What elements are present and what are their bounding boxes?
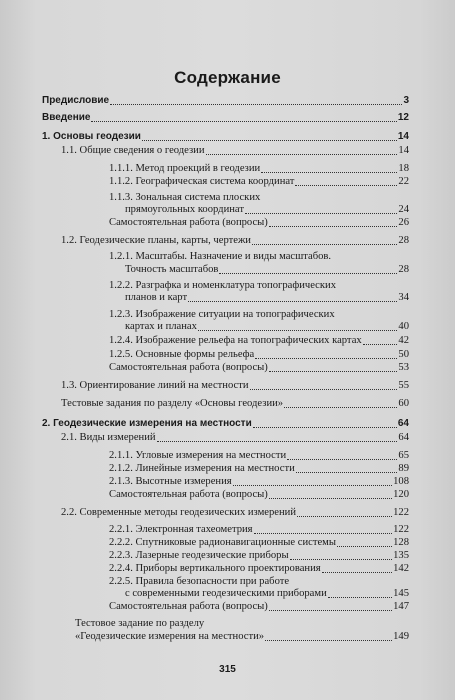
toc-entry-page: 120 [393,489,409,500]
toc-entry-page: 28 [398,264,409,275]
toc-entry [109,563,409,575]
toc-entry-text: 2.2.5. Правила безопасности при работе [109,576,290,587]
toc-entry [61,398,409,410]
toc-entry-text: Введение [42,112,91,123]
leader-dots [255,358,397,359]
toc-entry-page: 24 [398,204,409,215]
toc-entry-page: 12 [397,112,409,123]
toc-entry-text: 1. Основы геодезии [42,131,141,142]
toc-entry-page: 53 [398,362,409,373]
toc-entry-text: 2. Геодезические измерения на местности [42,418,252,429]
toc-entry [42,112,409,124]
toc-entry [109,476,409,488]
toc-entry [109,524,409,536]
page-number: 315 [219,664,236,675]
toc-entry [109,601,409,613]
toc-entry [109,362,409,374]
leader-dots [295,185,397,186]
toc-entry-text: 1.2.1. Масштабы. Назначение и виды масштабов. [109,251,332,262]
leader-dots [245,213,397,214]
leader-dots [261,172,397,173]
toc-entry [125,292,409,304]
leader-dots [284,407,397,408]
leader-dots [269,610,392,611]
toc-entry-text: с современными геодезическими приборами [125,588,327,599]
toc-entry-page: 128 [393,537,409,548]
toc-entry-text: планов и карт [125,292,188,303]
leader-dots [252,244,397,245]
leader-dots [269,498,392,499]
toc-entry-page: 122 [393,524,409,535]
toc-entry-page: 14 [398,145,409,156]
toc-entry-text: 1.2. Геодезические планы, карты, чертежи [61,235,251,246]
toc-entry-text: 2.1.3. Высотные измерения [109,476,232,487]
toc-entry-text: Самостоятельная работа (вопросы) [109,217,268,228]
leader-dots [297,516,392,517]
toc-entry [125,204,409,216]
toc-entry-text: Тестовые задания по разделу «Основы геодезии» [61,398,284,409]
toc-entry-page: 26 [398,217,409,228]
toc-entry [61,145,409,157]
toc-entry-page: 22 [398,176,409,187]
toc-entry [61,507,409,519]
toc-entry [109,217,409,229]
toc-entry-page: 50 [398,349,409,360]
toc-entry-text: 2.2.4. Приборы вертикального проектирования [109,563,321,574]
toc-entry-page: 135 [393,550,409,561]
toc-entry-page: 55 [398,380,409,391]
toc-entry-page: 147 [393,601,409,612]
toc-entry-text: 2.1.2. Линейные измерения на местности [109,463,295,474]
leader-dots [322,572,392,573]
toc-entry [42,95,409,107]
toc-entry [125,588,409,600]
toc-entry [109,463,409,475]
toc-entry [42,418,409,430]
toc-entry-text: 1.3. Ориентирование линий на местности [61,380,249,391]
toc-entry-text: 1.2.3. Изображение ситуации на топографических [109,309,335,320]
toc-entry-text: картах и планах [125,321,197,332]
leader-dots [287,459,397,460]
toc-entry-text: прямоугольных координат [125,204,244,215]
toc-entry-text: 2.2.2. Спутниковые радионавигационные системы [109,537,336,548]
leader-dots [290,559,393,560]
toc-entry-text: Самостоятельная работа (вопросы) [109,601,268,612]
toc-entry-text: 1.1. Общие сведения о геодезии [61,145,205,156]
leader-dots [253,427,397,428]
toc-entry-page: 42 [398,335,409,346]
toc-entry-page: 40 [398,321,409,332]
toc-entry-page: 34 [398,292,409,303]
toc-entry-text: 2.2.1. Электронная тахеометрия [109,524,253,535]
leader-dots [157,441,398,442]
toc-entry [61,380,409,392]
toc-entry [109,537,409,549]
toc-entry-text: Тестовое задание по разделу [75,618,205,629]
toc-entry-text: 1.2.5. Основные формы рельефа [109,349,255,360]
toc-entry-text: Самостоятельная работа (вопросы) [109,489,268,500]
leader-dots [233,485,392,486]
leader-dots [198,330,398,331]
leader-dots [142,140,397,141]
leader-dots [269,226,398,227]
toc-entry-page: 142 [393,563,409,574]
leader-dots [206,154,398,155]
page-title: Содержание [174,68,281,87]
toc-entry [109,349,409,361]
toc-entry-page: 149 [393,631,409,642]
leader-dots [254,533,393,534]
toc-entry [109,163,409,175]
toc-entry [61,432,409,444]
toc-entry [75,631,409,643]
toc-entry-text: Точность масштабов [125,264,219,275]
toc-entry-page: 18 [398,163,409,174]
toc-entry [109,489,409,501]
leader-dots [328,597,392,598]
toc-entry-text: 1.1.3. Зональная система плоских [109,192,261,203]
toc-entry-text: 2.1. Виды измерений [61,432,156,443]
toc-entry-text: «Геодезические измерения на местности» [75,631,265,642]
toc-entry-text: 1.2.4. Изображение рельефа на топографических картах [109,335,362,346]
toc-entry-page: 60 [398,398,409,409]
toc-entry-text: 1.1.2. Географическая система координат [109,176,295,187]
leader-dots [265,640,392,641]
leader-dots [363,344,398,345]
leader-dots [91,121,396,122]
toc-entry [125,321,409,333]
toc-entry-page: 89 [398,463,409,474]
toc-entry-text: Предисловие [42,95,110,106]
toc-entry-page: 122 [393,507,409,518]
toc-entry-page: 108 [393,476,409,487]
toc-entry [61,235,409,247]
toc-entry-text: 2.2.3. Лазерные геодезические приборы [109,550,289,561]
toc-entry-page: 28 [398,235,409,246]
toc-entry [109,450,409,462]
toc-entry-page: 145 [393,588,409,599]
toc-entry-text: 2.1.1. Угловые измерения на местности [109,450,287,461]
leader-dots [219,273,397,274]
toc-entry-page: 3 [403,95,409,106]
toc-entry [109,176,409,188]
toc-entry [42,131,409,143]
toc-entry-text: 1.1.1. Метод проекций в геодезии [109,163,261,174]
leader-dots [188,301,397,302]
toc-entry-page: 65 [398,450,409,461]
toc-entry-page: 14 [397,131,409,142]
toc-entry [109,550,409,562]
toc-entry-page: 64 [397,418,409,429]
leader-dots [250,389,398,390]
leader-dots [110,104,402,105]
leader-dots [337,546,392,547]
toc-entry-page: 64 [398,432,409,443]
toc-entry [125,264,409,276]
toc-entry-text: 1.2.2. Разграфка и номенклатура топографических [109,280,336,291]
toc-entry-text: 2.2. Современные методы геодезических измерений [61,507,297,518]
leader-dots [269,371,398,372]
toc-entry-text: Самостоятельная работа (вопросы) [109,362,268,373]
leader-dots [296,472,398,473]
toc-entry [109,335,409,347]
